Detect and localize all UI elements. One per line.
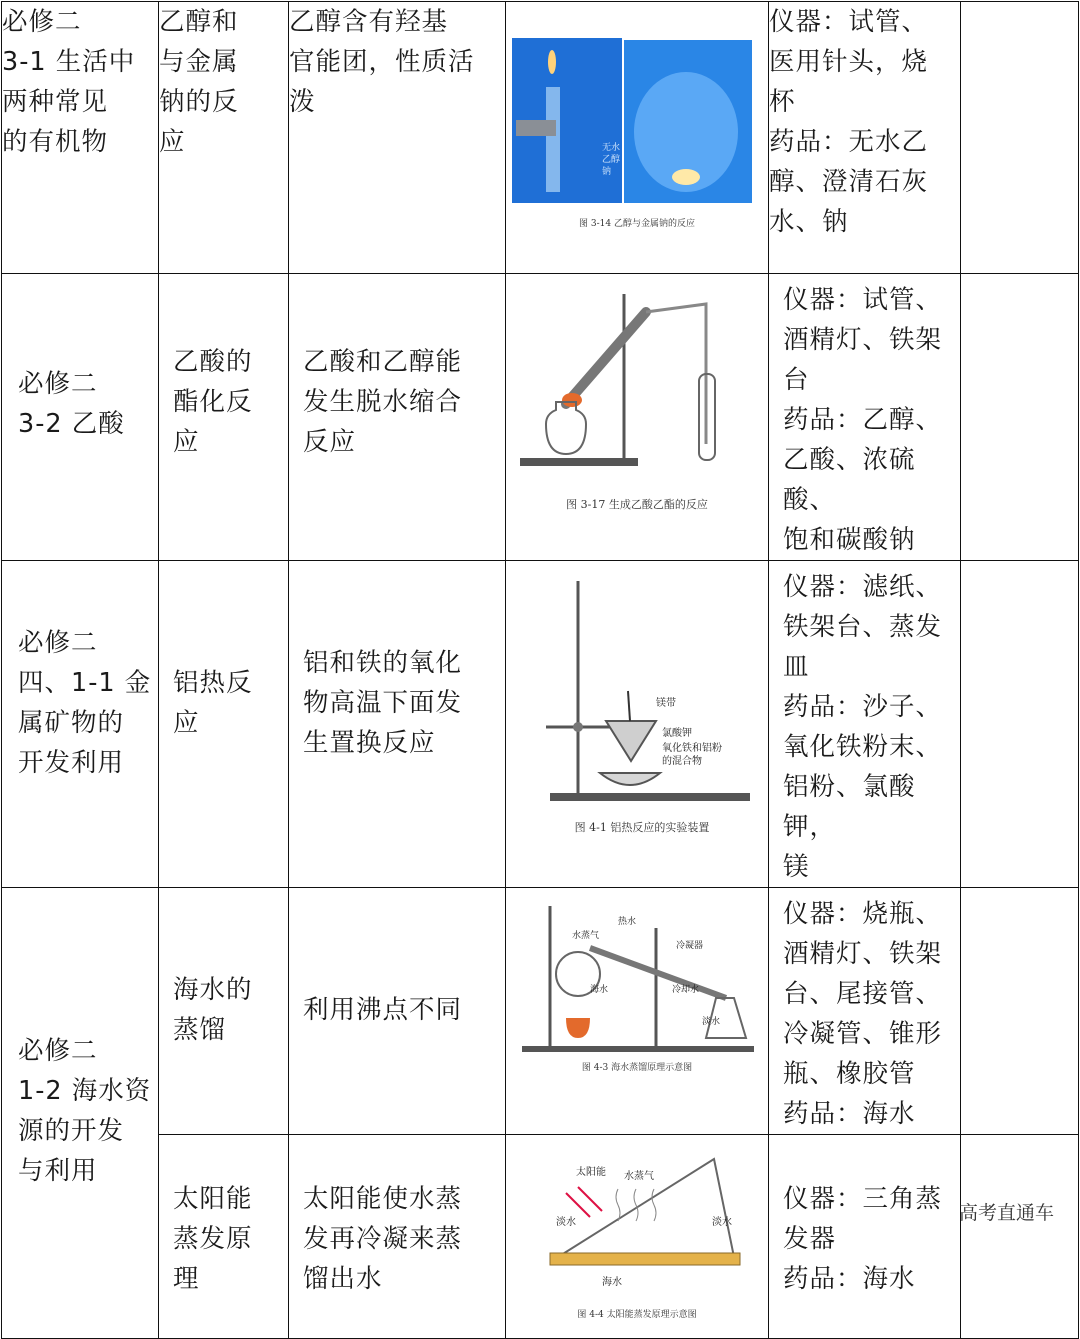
flame-2: [672, 169, 700, 185]
chapter-cell: 必修二 1-2 海水资 源的开发 与利用: [2, 888, 159, 1339]
principle-cell: 铝和铁的氧化 物高温下面发 生置换反应: [289, 561, 506, 888]
svg-text:淡水: 淡水: [556, 1217, 576, 1228]
svg-text:冷却水: 冷却水: [672, 985, 700, 995]
svg-text:淡水: 淡水: [712, 1217, 732, 1228]
svg-text:海水: 海水: [602, 1277, 622, 1288]
svg-text:水蒸气: 水蒸气: [624, 1171, 654, 1182]
materials-cell: 仪器：滤纸、 铁架台、蒸发 皿 药品：沙子、 氧化铁粉末、 铝粉、氯酸钾， 镁: [769, 561, 961, 888]
svg-text:海水: 海水: [590, 985, 609, 995]
svg-text:图 4-3 海水蒸馏原理示意图: 图 4-3 海水蒸馏原理示意图: [581, 1063, 693, 1073]
svg-text:淡水: 淡水: [702, 1017, 721, 1027]
svg-text:图 4-1 铝热反应的实验装置: 图 4-1 铝热反应的实验装置: [574, 821, 710, 834]
clamp: [573, 722, 583, 732]
figure-cell: [506, 561, 769, 888]
chapter-cell: 必修二 3-1 生活中 两种常见 的有机物: [2, 2, 159, 274]
svg-text:水蒸气: 水蒸气: [572, 931, 600, 941]
table-row: [2, 888, 1079, 1135]
delivery-tube: [646, 304, 706, 444]
solar-evaporation-figure: [506, 1135, 769, 1339]
principle-cell: 利用沸点不同: [289, 888, 506, 1135]
experiment-cell: 乙酸的 酯化反 应: [159, 274, 289, 561]
funnel: [606, 721, 656, 761]
svg-text:钠: 钠: [602, 167, 612, 177]
svg-text:冷凝器: 冷凝器: [676, 941, 704, 951]
svg-text:镁带: 镁带: [656, 698, 676, 709]
materials-cell: 仪器：三角蒸 发器 药品：海水: [769, 1135, 961, 1339]
materials-cell: 仪器：试管、 医用针头，烧 杯 药品：无水乙 醇、澄清石灰 水、钠: [769, 2, 961, 274]
ethanol-sodium-figure: [506, 2, 769, 274]
svg-text:无水: 无水: [602, 143, 621, 153]
experiment-table: [1, 1, 1079, 1339]
empty-cell: [961, 2, 1079, 274]
empty-cell: [961, 274, 1079, 561]
materials-cell: 仪器：烧瓶、 酒精灯、铁架 台、尾接管、 冷凝管、锥形 瓶、橡胶管 药品：海水: [769, 888, 961, 1135]
tray: [550, 1253, 740, 1265]
table-row: [2, 2, 1079, 274]
vapor-line: [634, 1189, 638, 1221]
mg-ribbon: [628, 691, 630, 721]
svg-text:图 4-4 太阳能蒸发原理示意图: 图 4-4 太阳能蒸发原理示意图: [577, 1310, 697, 1320]
svg-text:热水: 热水: [618, 917, 637, 927]
chapter-cell: 必修二 四、1-1 金 属矿物的 开发利用: [2, 561, 159, 888]
svg-text:氯酸钾: 氯酸钾: [662, 728, 692, 739]
liquid: [562, 393, 582, 407]
test-tube: [546, 87, 560, 192]
principle-cell: 乙酸和乙醇能 发生脱水缩合 反应: [289, 274, 506, 561]
experiment-cell: 太阳能 蒸发原 理: [159, 1135, 289, 1339]
svg-text:图 3-17 生成乙酸乙酯的反应: 图 3-17 生成乙酸乙酯的反应: [566, 498, 708, 511]
condenser: [590, 948, 726, 998]
materials-cell: 仪器：试管、 酒精灯、铁架 台 药品：乙醇、 乙酸、浓硫酸、 饱和碳酸钠: [769, 274, 961, 561]
distillation-figure: [506, 888, 769, 1133]
evaporating-dish: [600, 773, 660, 785]
figure-cell: [506, 1135, 769, 1339]
table-row: [2, 1135, 1079, 1339]
empty-cell: [958, 1135, 1079, 1339]
table-row: [2, 561, 1079, 888]
clamp: [516, 120, 556, 136]
table-row: [2, 274, 1079, 561]
svg-text:氧化铁和铝粉: 氧化铁和铝粉: [662, 743, 722, 754]
empty-cell: [961, 561, 1079, 888]
principle-cell: 太阳能使水蒸 发再冷凝来蒸 馏出水: [289, 1135, 506, 1339]
watermark: 高考直通车: [958, 1202, 1054, 1224]
figure-cell: [506, 2, 769, 274]
figure-cell: [506, 274, 769, 561]
flame: [548, 50, 556, 74]
alcohol-lamp: [546, 402, 586, 454]
stand-base: [522, 1046, 754, 1052]
svg-text:乙醇: 乙醇: [602, 155, 621, 165]
esterification-figure: [506, 274, 769, 519]
stand-base: [550, 793, 750, 801]
svg-text:图 3-14 乙醇与金属钠的反应: 图 3-14 乙醇与金属钠的反应: [579, 219, 695, 229]
vapor-line: [616, 1189, 620, 1221]
test-tube: [566, 312, 646, 404]
experiment-cell: 乙醇和 与金属 钠的反 应: [159, 2, 289, 274]
svg-text:的混合物: 的混合物: [662, 756, 702, 767]
empty-cell: [961, 888, 1079, 1135]
experiment-cell: 铝热反 应: [159, 561, 289, 888]
vapor-line: [652, 1189, 656, 1221]
chapter-cell: 必修二 3-2 乙酸: [2, 274, 159, 561]
thermite-figure: [506, 561, 769, 844]
stand-base: [520, 458, 638, 466]
figure-cell: [506, 888, 769, 1135]
lamp-flame: [566, 1018, 590, 1038]
svg-text:太阳能: 太阳能: [576, 1167, 606, 1178]
experiment-cell: 海水的 蒸馏: [159, 888, 289, 1135]
principle-cell: 乙醇含有羟基 官能团，性质活 泼: [289, 2, 506, 274]
